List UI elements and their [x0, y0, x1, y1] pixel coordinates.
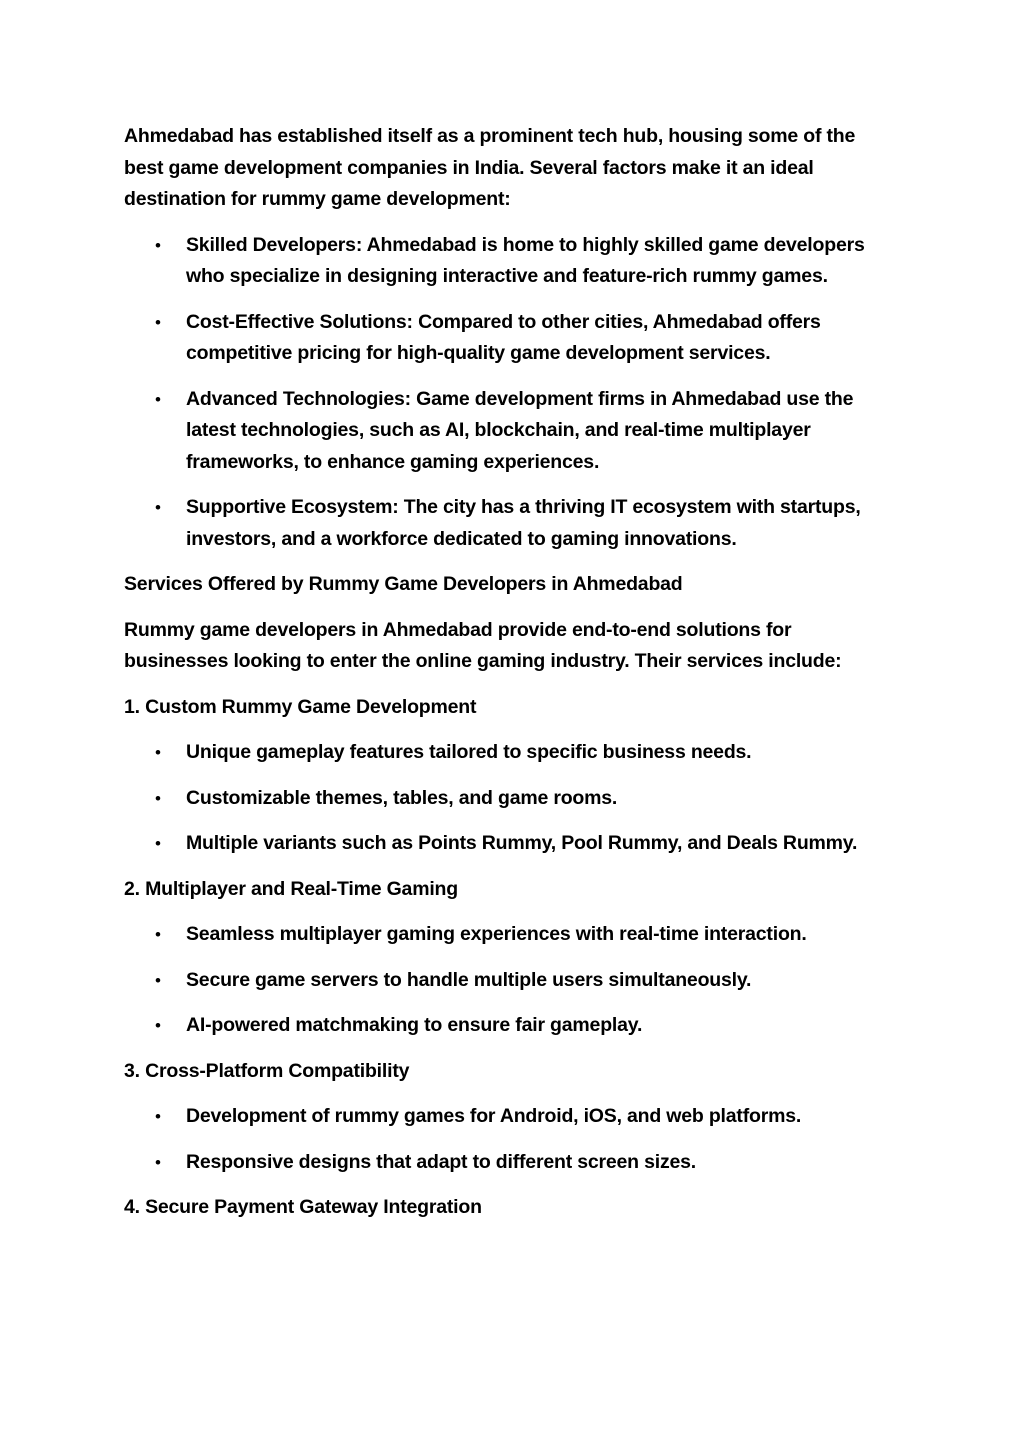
section-heading: 4. Secure Payment Gateway Integration	[124, 1196, 482, 1218]
section-heading: 3. Cross-Platform Compatibility	[124, 1059, 410, 1082]
bullet-icon: •	[155, 389, 161, 409]
list-item	[124, 919, 894, 951]
section-list	[124, 737, 894, 860]
list-item	[124, 230, 894, 293]
list-item-text: Customizable themes, tables, and game rooms.	[186, 786, 618, 809]
list-item-text: AI-powered matchmaking to ensure fair gameplay.	[186, 1014, 643, 1036]
list-item	[124, 828, 894, 860]
list-item-text: Cost-Effective Solutions: Compared to other cities, Ahmedabad offers competitive pricing for high-quality game development services.	[186, 310, 821, 364]
list-item-text: Development of rummy games for Android, iOS, and web platforms.	[186, 1105, 802, 1127]
list-item	[124, 965, 894, 997]
list-item	[124, 384, 894, 479]
list-item	[124, 737, 894, 769]
reasons-list	[124, 230, 894, 556]
bullet-icon: •	[155, 788, 161, 808]
services-intro-paragraph: Rummy game developers in Ahmedabad provide end-to-end solutions for businesses looking to enter the online gaming industry. Their services include:	[124, 618, 842, 672]
bullet-icon: •	[155, 498, 161, 517]
bullet-icon: •	[155, 1152, 161, 1172]
section-heading: 2. Multiplayer and Real-Time Gaming	[124, 877, 458, 900]
section-list	[124, 1101, 894, 1178]
bullet-icon: •	[155, 235, 161, 255]
bullet-icon: •	[155, 834, 161, 853]
section-heading: 1. Custom Rummy Game Development	[124, 695, 477, 718]
bullet-icon: •	[155, 743, 161, 762]
list-item	[124, 492, 894, 555]
list-item-text: Secure game servers to handle multiple users simultaneously.	[186, 968, 752, 991]
bullet-icon: •	[155, 1107, 161, 1126]
list-item-text: Skilled Developers: Ahmedabad is home to highly skilled game developers who specialize in designing interactive and feature-rich rummy games.	[186, 233, 865, 287]
services-heading: Services Offered by Rummy Game Developers in Ahmedabad	[124, 573, 683, 595]
bullet-icon: •	[155, 925, 161, 944]
list-item-text: Multiple variants such as Points Rummy, Pool Rummy, and Deals Rummy.	[186, 832, 858, 854]
section-list	[124, 919, 894, 1042]
list-item-text: Unique gameplay features tailored to specific business needs.	[186, 741, 752, 763]
list-item-text: Advanced Technologies: Game development firms in Ahmedabad use the latest technologies, such as AI, blockchain, and real-time multiplayer frameworks, to enhance gaming experiences.	[186, 387, 854, 473]
list-item	[124, 307, 894, 370]
list-item	[124, 1010, 894, 1042]
list-item-text: Supportive Ecosystem: The city has a thriving IT ecosystem with startups, investors, and a workforce dedicated to gaming innovations.	[186, 496, 861, 550]
intro-paragraph: Ahmedabad has established itself as a prominent tech hub, housing some of the best game development companies in India. Several factors make it an ideal destination for rummy game development:	[124, 125, 856, 210]
list-item	[124, 1101, 894, 1133]
bullet-icon: •	[155, 1016, 161, 1035]
document-body	[124, 121, 894, 1238]
list-item	[124, 783, 894, 815]
list-item-text: Responsive designs that adapt to different screen sizes.	[186, 1150, 697, 1173]
list-item	[124, 1147, 894, 1179]
list-item-text: Seamless multiplayer gaming experiences with real-time interaction.	[186, 923, 807, 945]
bullet-icon: •	[155, 312, 161, 332]
bullet-icon: •	[155, 970, 161, 990]
